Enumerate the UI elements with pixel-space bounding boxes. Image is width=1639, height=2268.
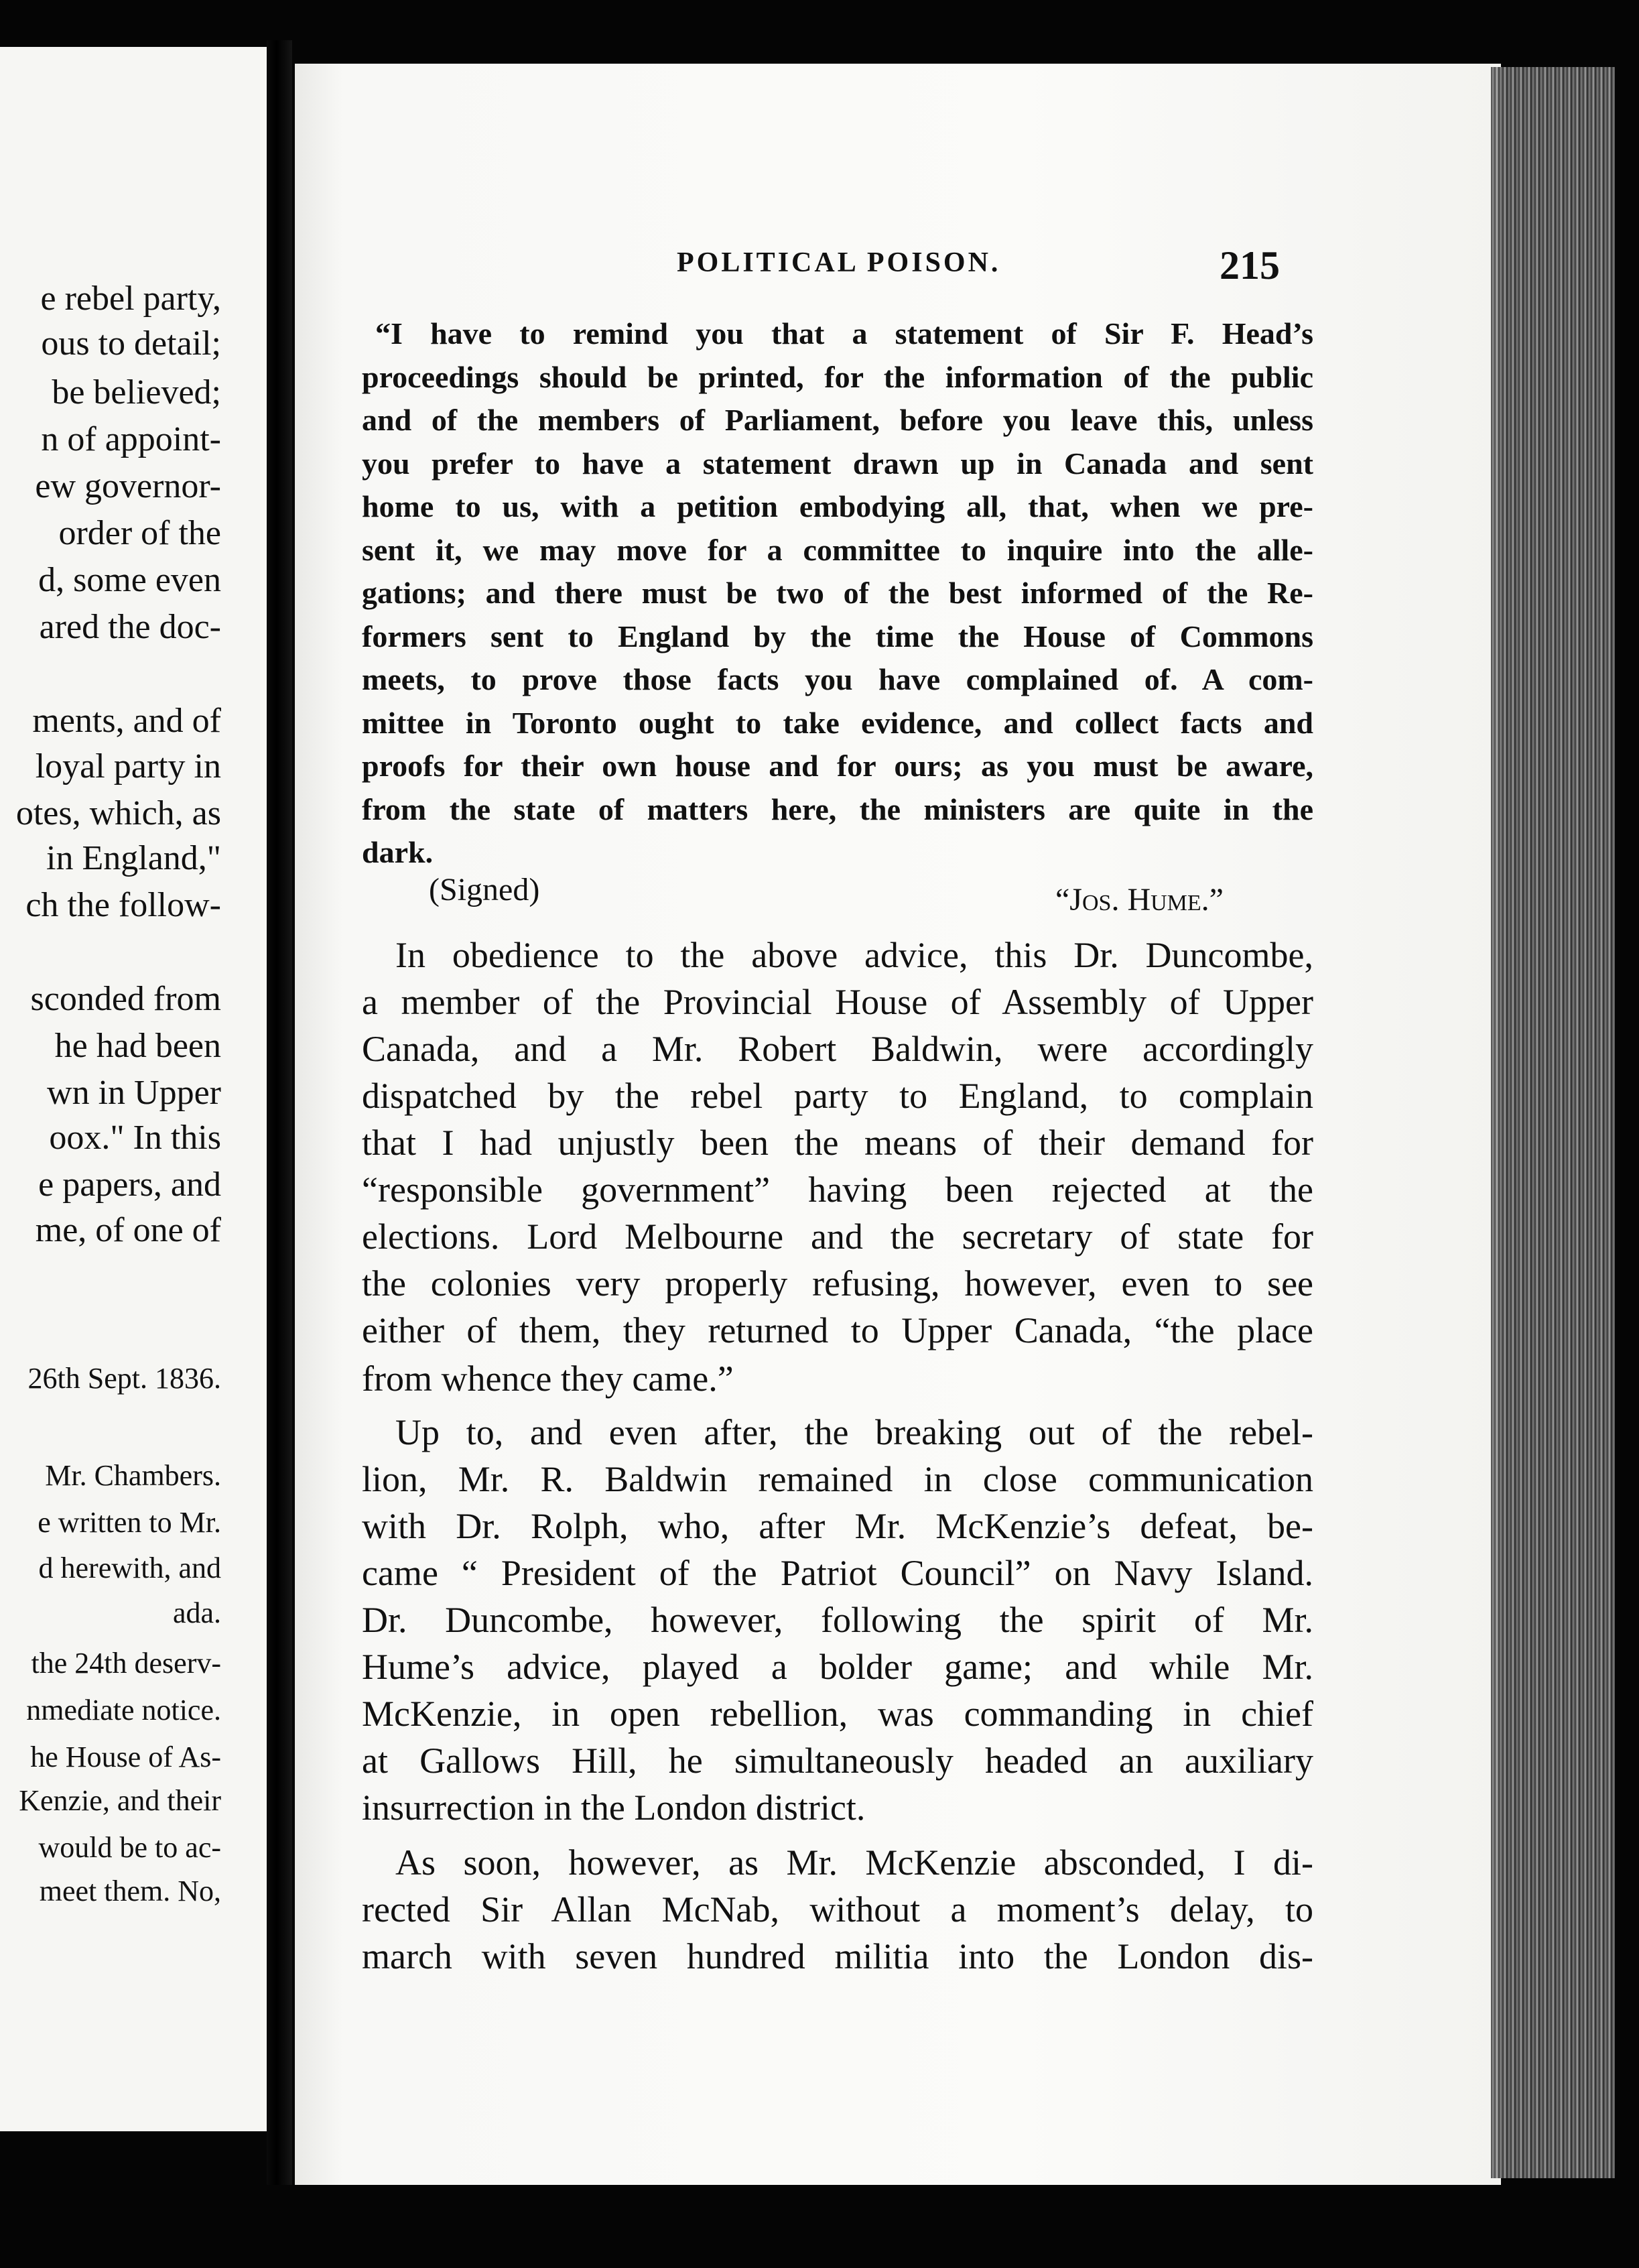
body-line: Canada, and a Mr. Robert Baldwin, were accordingly (362, 1029, 1313, 1069)
left-page-line: ments, and of (32, 702, 221, 740)
body-line: Dr. Duncombe, however, following the spirit of Mr. (362, 1600, 1313, 1640)
left-page-line: ared the doc- (39, 608, 221, 646)
left-page-line: ch the follow- (25, 886, 221, 924)
page-edges (1491, 67, 1615, 2178)
left-page-line: wn in Upper (47, 1074, 221, 1112)
paragraph-first-line: In obedience to the above advice, this Dr. Duncombe, (395, 935, 1313, 975)
left-page-line: ous to detail; (41, 324, 221, 363)
body-line: a member of the Provincial House of Assembly of Upper (362, 982, 1313, 1022)
quote-line: gations; and there must be two of the best informed of the Re- (362, 576, 1313, 610)
left-page-line: d herewith, and (38, 1552, 221, 1584)
body-line: came “ President of the Patriot Council” on Navy Island. (362, 1553, 1313, 1593)
left-page-line: e written to Mr. (38, 1506, 221, 1539)
paragraph-first-line: Up to, and even after, the breaking out of the rebel- (395, 1412, 1313, 1452)
left-page-line: otes, which, as (15, 794, 221, 832)
body-line: “responsible government” having been rejected at the (362, 1170, 1313, 1210)
body-line: either of them, they returned to Upper Canada, “the place (362, 1310, 1313, 1350)
left-page-line: nmediate notice. (26, 1694, 221, 1726)
left-page-line: ada. (172, 1596, 221, 1629)
body-line: from whence they came.” (362, 1359, 734, 1399)
page-number: 215 (1220, 243, 1280, 288)
left-page-line: e rebel party, (40, 279, 221, 318)
quote-line: home to us, with a petition embodying all, that, when we pre- (362, 489, 1313, 523)
body-line: lion, Mr. R. Baldwin remained in close communication (362, 1459, 1313, 1499)
left-page-line: oox." In this (49, 1119, 221, 1157)
signed-label: (Signed) (429, 872, 540, 907)
quote-line: mittee in Toronto ought to take evidence, and collect facts and (362, 706, 1313, 740)
left-page-line: would be to ac- (38, 1831, 221, 1864)
left-page-line: me, of one of (35, 1211, 221, 1249)
body-line: the colonies very properly refusing, however, even to see (362, 1263, 1313, 1304)
left-page-line: n of appoint- (41, 420, 221, 458)
left-page-line: the 24th deserv- (31, 1647, 221, 1680)
left-page-line: meet them. No, (39, 1875, 221, 1907)
body-line: march with seven hundred militia into the London dis- (362, 1936, 1313, 1976)
body-line: insurrection in the London district. (362, 1787, 866, 1828)
running-head: POLITICAL POISON. (677, 247, 1001, 278)
left-page-line: order of the (58, 514, 221, 552)
paragraph-first-line: As soon, however, as Mr. McKenzie absconded, I di- (395, 1842, 1313, 1883)
quote-line: “I have to remind you that a statement of Sir F. Head’s (375, 316, 1313, 351)
left-page-line: sconded from (30, 980, 221, 1018)
quote-line: formers sent to England by the time the House of Commons (362, 619, 1313, 653)
left-page-line: be believed; (52, 373, 221, 412)
left-page-line: ew governor- (35, 467, 221, 505)
body-line: elections. Lord Melbourne and the secretary of state for (362, 1216, 1313, 1257)
signer-name: “Jos. Hume.” (1055, 882, 1224, 918)
quote-line: sent it, we may move for a committee to inquire into the alle- (362, 533, 1313, 567)
quote-line: dark. (362, 835, 434, 869)
left-page-line: in England," (46, 839, 221, 877)
body-line: with Dr. Rolph, who, after Mr. McKenzie’s defeat, be- (362, 1506, 1313, 1546)
left-page-line: d, some even (38, 561, 221, 599)
left-page-line: e papers, and (38, 1166, 221, 1204)
book-gutter (267, 40, 292, 2185)
body-line: rected Sir Allan McNab, without a moment’s delay, to (362, 1889, 1313, 1930)
left-page-line: loyal party in (35, 747, 221, 785)
left-page-line: he had been (54, 1027, 221, 1065)
body-line: dispatched by the rebel party to England, to complain (362, 1076, 1313, 1116)
body-line: that I had unjustly been the means of their demand for (362, 1123, 1313, 1163)
quote-line: meets, to prove those facts you have complained of. A com- (362, 662, 1313, 696)
left-page-line: he House of As- (30, 1741, 221, 1773)
quote-line: from the state of matters here, the ministers are quite in the (362, 792, 1313, 826)
body-line: McKenzie, in open rebellion, was commanding in chief (362, 1694, 1313, 1734)
quote-line: you prefer to have a statement drawn up in Canada and sent (362, 446, 1313, 481)
body-line: at Gallows Hill, he simultaneously headed an auxiliary (362, 1741, 1313, 1781)
left-page-line: Kenzie, and their (19, 1784, 221, 1817)
left-page-line: Mr. Chambers. (45, 1459, 221, 1492)
quote-line: proceedings should be printed, for the information of the public (362, 360, 1313, 394)
left-page-fragment (0, 47, 268, 2131)
body-line: Hume’s advice, played a bolder game; and while Mr. (362, 1647, 1313, 1687)
left-page-line: 26th Sept. 1836. (27, 1362, 221, 1395)
quote-line: and of the members of Parliament, before you leave this, unless (362, 403, 1313, 437)
quote-line: proofs for their own house and for ours; as you must be aware, (362, 749, 1313, 783)
